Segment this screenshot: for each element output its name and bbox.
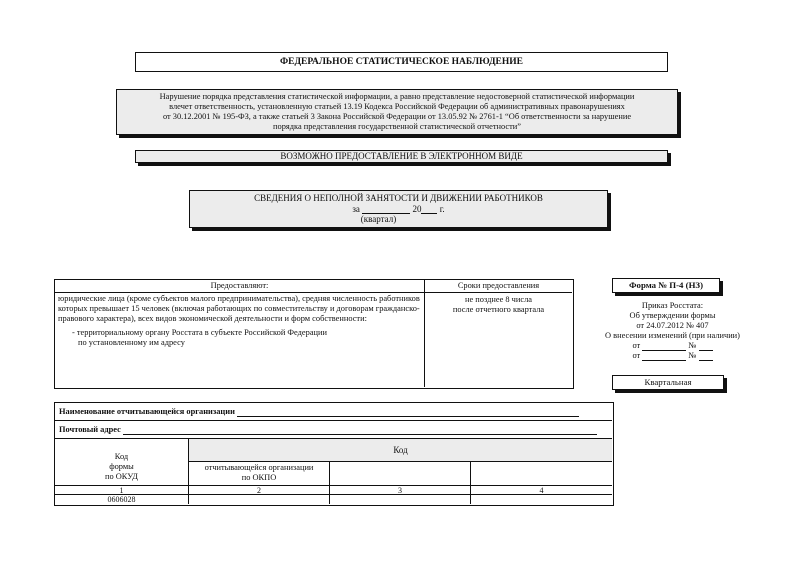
order-line: от 24.07.2012 № 407 <box>636 321 709 330</box>
okpo-header-cell <box>189 462 330 485</box>
org-name-row <box>55 403 612 421</box>
code-col4-input[interactable] <box>471 495 612 504</box>
who-cell <box>55 293 425 387</box>
okud-line: формы <box>109 462 134 471</box>
amend-number-blank[interactable] <box>699 352 713 361</box>
amend-date-blank[interactable] <box>642 352 686 361</box>
okud-value: 0606028 <box>55 495 189 504</box>
okud-line: Код <box>114 452 129 461</box>
who-text: юридические лица (кроме субъектов малого предпринимательства), средняя численность работников которых превышает 15 человек (включая работающих по совместительству и договорам гражданско-правового характера), всех видов экономической деятельности и форм собственности: <box>58 294 420 323</box>
when-line: не позднее 8 числа <box>465 295 532 304</box>
quarter-blank[interactable] <box>362 204 410 214</box>
code-header-cell <box>189 439 612 462</box>
col-when-label: Сроки предоставления <box>457 281 540 290</box>
codes-block <box>54 402 614 506</box>
year-prefix: 20 <box>412 203 422 214</box>
when-line: после отчетного квартала <box>452 305 545 314</box>
warning-line: от 30.12.2001 № 195-ФЗ, а также статьей 3 Закона Российской Федерации от 13.05.92 № 2761-1 “Об ответственности за нарушение <box>162 112 632 121</box>
col-who-header <box>55 280 425 293</box>
electronic-label: ВОЗМОЖНО ПРЕДОСТАВЛЕНИЕ В ЭЛЕКТРОННОМ ВИДЕ <box>280 151 523 161</box>
address-input[interactable] <box>123 425 597 435</box>
code-header: Код <box>393 445 408 455</box>
who-item: - территориальному органу Росстата в субъекте Российской Федерации <box>72 328 327 337</box>
code-header-col4 <box>471 462 612 485</box>
amend-date-blank[interactable] <box>642 342 686 351</box>
okpo-line: отчитывающейся организации <box>204 463 314 472</box>
amend-row <box>600 341 745 351</box>
form-number: Форма № П-4 (НЗ) <box>629 280 703 290</box>
order-line: О внесении изменений (при наличии) <box>605 331 740 340</box>
warning-line: Нарушение порядка представления статистической информации, а равно представление недостоверной статистической информации <box>159 92 635 101</box>
period-prefix: за <box>352 203 360 214</box>
num-label: № <box>688 341 697 350</box>
period-caption: (квартал) <box>360 214 397 224</box>
org-name-input[interactable] <box>237 407 579 417</box>
order-info <box>600 301 745 361</box>
col-number: 4 <box>539 486 544 495</box>
okud-header-cell <box>55 439 189 485</box>
code-header-col3 <box>330 462 471 485</box>
report-period <box>190 204 607 215</box>
order-title: Приказ Росстата: <box>641 301 704 310</box>
col-number: 3 <box>330 486 471 495</box>
col-number: 2 <box>189 486 330 495</box>
num-label: № <box>688 351 697 360</box>
electronic-submission-banner <box>135 150 668 163</box>
periodicity: Квартальная <box>644 377 692 387</box>
submission-table <box>54 279 574 389</box>
okud-line: по ОКУД <box>104 472 139 481</box>
report-title: СВЕДЕНИЯ О НЕПОЛНОЙ ЗАНЯТОСТИ И ДВИЖЕНИИ РАБОТНИКОВ <box>254 193 543 203</box>
org-name-label: Наименование отчитывающейся организации <box>59 407 235 416</box>
col-number-row <box>55 485 612 495</box>
address-row <box>55 421 612 439</box>
amend-row <box>600 351 745 361</box>
col-number: 1 <box>55 486 189 495</box>
warning-line: влечет ответственность, установленную статьей 13.19 Кодекса Российской Федерации об административных правонарушениях <box>169 102 625 111</box>
report-title-box <box>189 190 608 228</box>
who-item: по установленному им адресу <box>78 338 185 347</box>
header-title: ФЕДЕРАЛЬНОЕ СТАТИСТИЧЕСКОЕ НАБЛЮДЕНИЕ <box>280 57 523 67</box>
code-value-row <box>55 495 612 504</box>
from-label: от <box>632 341 641 350</box>
amend-number-blank[interactable] <box>699 342 713 351</box>
year-blank[interactable] <box>421 204 437 214</box>
periodicity-box <box>612 375 724 390</box>
from-label: от <box>632 351 641 360</box>
form-number-box <box>612 278 720 293</box>
liability-warning <box>116 89 678 135</box>
federal-observation-header <box>135 52 668 72</box>
when-cell <box>425 293 572 387</box>
okpo-value-input[interactable] <box>189 495 330 504</box>
col-who-label: Предоставляют: <box>210 281 269 290</box>
code-col3-input[interactable] <box>330 495 471 504</box>
year-suffix: г. <box>439 203 445 214</box>
address-label: Почтовый адрес <box>59 425 121 434</box>
order-line: Об утверждении формы <box>629 311 716 320</box>
col-when-header <box>425 280 572 293</box>
warning-line: порядка представления государственной статистической отчетности” <box>273 122 521 131</box>
okpo-line: по ОКПО <box>241 473 277 482</box>
